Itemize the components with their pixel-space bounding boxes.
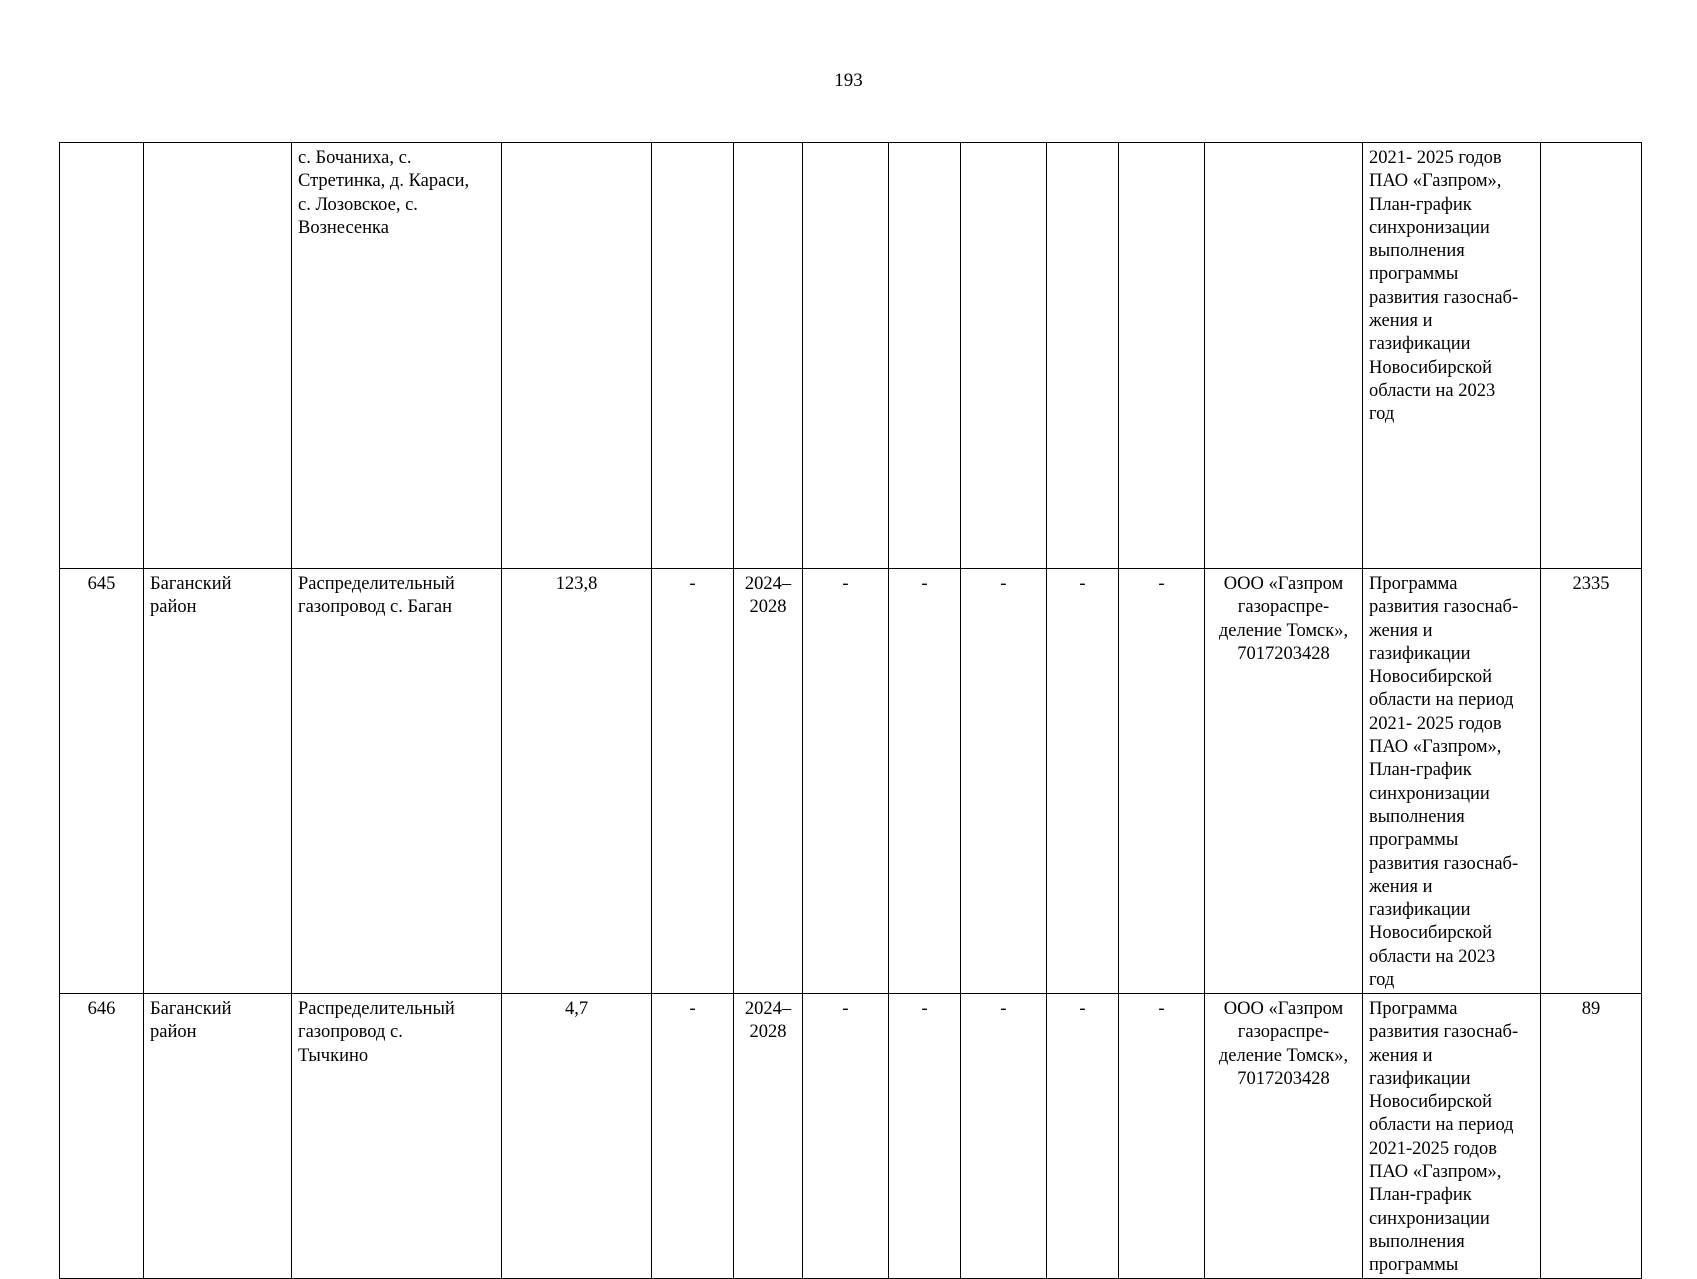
cell-period: 2024– 2028 xyxy=(734,994,803,1279)
page-number: 193 xyxy=(834,70,863,91)
cell-district: Баганский район xyxy=(144,569,292,994)
cell-length: 4,7 xyxy=(502,994,652,1279)
data-table xyxy=(59,142,1642,1279)
cell-district: Баганский район xyxy=(144,994,292,1279)
cell-last xyxy=(1541,143,1642,569)
cell-period: 2024– 2028 xyxy=(734,569,803,994)
cell-last: 89 xyxy=(1541,994,1642,1279)
cell-organization: ООО «Газпром газораспре- деление Томск», 7017203428 xyxy=(1205,569,1363,994)
cell-length xyxy=(502,143,652,569)
cell-organization: ООО «Газпром газораспре- деление Томск», 7017203428 xyxy=(1205,994,1363,1279)
cell-basis: Программа развития газоснаб- жения и газификации Новосибирской области на период 2021-2025 годов ПАО «Газпром», План-график синхронизации выполнения программы xyxy=(1363,994,1541,1279)
cell-col10: - xyxy=(1047,569,1119,994)
cell-basis: 2021- 2025 годов ПАО «Газпром», План-график синхронизации выполнения программы развития газоснаб- жения и газификации Новосибирской области на 2023 год xyxy=(1363,143,1541,569)
cell-col8: - xyxy=(889,994,961,1279)
cell-col9: - xyxy=(961,994,1047,1279)
cell-district xyxy=(144,143,292,569)
cell-col11: - xyxy=(1119,569,1205,994)
cell-col8: - xyxy=(889,569,961,994)
cell-object: с. Бочаниха, с. Стретинка, д. Караси, с. Лозовское, с. Вознесенка xyxy=(292,143,502,569)
cell-object: Распределительный газопровод с. Тычкино xyxy=(292,994,502,1279)
cell-col8 xyxy=(889,143,961,569)
cell-number xyxy=(60,143,144,569)
cell-col10 xyxy=(1047,143,1119,569)
cell-organization xyxy=(1205,143,1363,569)
cell-period xyxy=(734,143,803,569)
cell-last: 2335 xyxy=(1541,569,1642,994)
cell-col5: - xyxy=(652,569,734,994)
cell-col7: - xyxy=(803,994,889,1279)
cell-col9: - xyxy=(961,569,1047,994)
cell-col9 xyxy=(961,143,1047,569)
cell-col10: - xyxy=(1047,994,1119,1279)
cell-col7 xyxy=(803,143,889,569)
table-row xyxy=(60,994,1642,1279)
cell-number: 645 xyxy=(60,569,144,994)
cell-col11: - xyxy=(1119,994,1205,1279)
cell-number: 646 xyxy=(60,994,144,1279)
table-row xyxy=(60,143,1642,569)
table-row xyxy=(60,569,1642,994)
cell-col7: - xyxy=(803,569,889,994)
cell-col5 xyxy=(652,143,734,569)
cell-col5: - xyxy=(652,994,734,1279)
cell-length: 123,8 xyxy=(502,569,652,994)
cell-col11 xyxy=(1119,143,1205,569)
cell-basis: Программа развития газоснаб- жения и газификации Новосибирской области на период 2021- 2025 годов ПАО «Газпром», План-график синхронизации выполнения программы развития газоснаб- жения и газификации Новосибирской области на 2023 год xyxy=(1363,569,1541,994)
cell-object: Распределительный газопровод с. Баган xyxy=(292,569,502,994)
